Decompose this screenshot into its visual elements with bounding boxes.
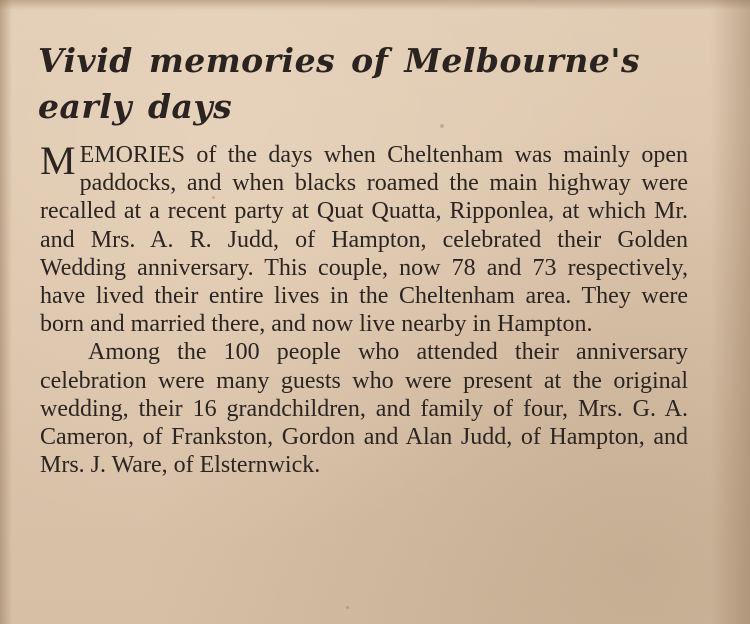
article-body <box>40 138 688 479</box>
paper-stain <box>346 606 349 609</box>
paragraph-1-text: EMORIES of the days when Cheltenham was mainly open paddocks, and when blacks roamed the main highway were recalled at a recent party at Quat Quatta, Ripponlea, at which Mr. and Mrs. A. R. Judd, of Hampton, celebrated their Golden Wedding anniversary. This couple, now 78 and 73 respectively, have lived their entire lives in the Cheltenham area. They were born and married there, and now live nearby in Hampton. <box>40 142 688 338</box>
headline-line-2: early days <box>38 87 233 126</box>
paper-edge-top <box>0 0 750 10</box>
drop-cap: M <box>40 138 76 183</box>
paper-edge-left <box>0 0 12 624</box>
article-paragraph-2 <box>40 338 688 479</box>
paragraph-2-text: Among the 100 people who attended their anniversary celebration were many guests who were present at the original wedding, their 16 grandchildren, and family of four, Mrs. G. A. Cameron, of Frankston, Gordon and Alan Judd, of Hampton, and Mrs. J. Ware, of Elsternwick. <box>40 339 688 479</box>
headline <box>38 38 728 130</box>
article-paragraph-1 <box>40 138 688 338</box>
headline-line-1: Vivid memories of Melbourne's <box>38 41 641 80</box>
